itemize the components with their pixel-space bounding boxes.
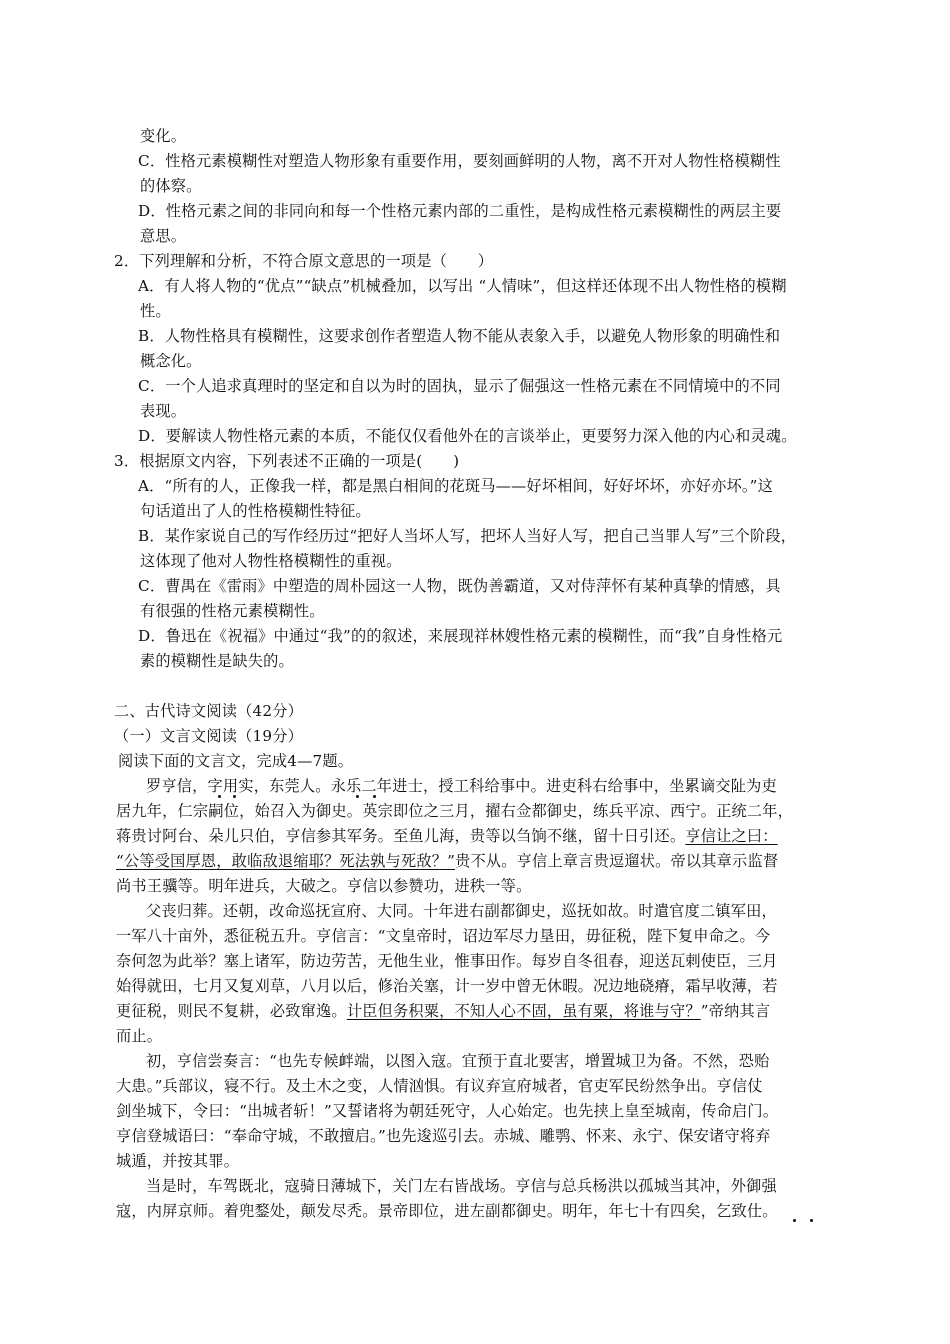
q3-option-b-cont: 这体现了他对人物性格模糊性的重视。	[140, 552, 402, 570]
passage-p3-line2: 大患。”兵部议，寝不行。及土木之变，人情汹惧。有议弃宣府城者，官吏军民纷然争出。亨信仗	[116, 1077, 763, 1095]
passage-p3-line1: 初，亨信尝奏言：“也先专候衅端，以图入寇。宜预于直北要害，增置城卫为备。不然，恐贻	[146, 1052, 770, 1070]
passage-p1-line2: 居九年，仁宗嗣位，始召入为御史。英宗即位之三月，擢右佥都御史，练兵平凉、西宁。正统二年，	[116, 802, 794, 820]
q2-option-c-cont: 表现。	[140, 402, 187, 420]
emphasis-dot	[218, 795, 221, 798]
q3-option-c-cont: 有很强的性格元素模糊性。	[140, 602, 325, 620]
passage-p1-line4	[116, 851, 778, 871]
passage-p2-line1: 父丧归葬。还朝，改命巡抚宣府、大同。十年进右副都御史，巡抚如故。时遣官度二镇军田，	[146, 902, 777, 920]
q2-option-a: A．有人将人物的“优点”“缺点”机械叠加，以写出 “人情味”，但这样还体现不出人物性格的模糊	[138, 277, 787, 295]
emphasis-dot	[810, 1219, 813, 1222]
q2-option-c: C．一个人追求真理时的坚定和自以为时的固执，显示了倔强这一性格元素在不同情境中的不同	[138, 377, 781, 395]
q3-option-d-cont: 素的模糊性是缺失的。	[140, 652, 294, 670]
q3-option-a: A．“所有的人，正像我一样，都是黑白相间的花斑马——好坏相间，好好坏坏，亦好亦坏。”这	[138, 477, 773, 495]
emphasis-dot	[373, 795, 376, 798]
q3-option-b: B．某作家说自己的写作经历过“把好人当坏人写，把坏人当好人写，把自己当罪人写”三个阶段，	[138, 527, 797, 545]
passage-p1-line3	[116, 826, 778, 846]
emphasis-dot	[356, 795, 359, 798]
q3-option-a-cont: 句话道出了人的性格模糊性特征。	[140, 502, 371, 520]
passage-p2-line3: 奈何忽为此举？塞上诸军，防边劳苦，无他生业，惟事田作。每岁自冬徂春，迎送瓦剌使臣，三月	[116, 952, 778, 970]
q1-tail-line: 变化。	[140, 127, 187, 145]
q2-option-d: D．要解读人物性格元素的本质，不能仅仅看他外在的言谈举止，更要努力深入他的内心和灵魂。	[138, 427, 797, 445]
q1-option-d: D．性格元素之间的非同向和每一个性格元素内部的二重性，是构成性格元素模糊性的两层主要	[138, 202, 782, 220]
q3-option-c: C．曹禺在《雷雨》中塑造的周朴园这一人物，既伪善霸道，又对侍萍怀有某种真挚的情感，具	[138, 577, 781, 595]
passage-p2-line5	[116, 1001, 770, 1021]
q2-option-a-cont: 性。	[140, 302, 171, 320]
passage-p3-line3: 剑坐城下，令曰：“出城者斩！”又誓诸将为朝廷死守，人心始定。也先挟上皇至城南，传命启门。	[116, 1102, 779, 1120]
passage-p3-line4: 亨信登城语曰：“奉命守城，不敢擅启。”也先逡巡引去。赤城、雕鹗、怀来、永宁、保安诸守将弃	[116, 1127, 771, 1145]
passage-p2-line4: 始得就田，七月又复刈草，八月以后，修治关塞，计一岁中曾无休暇。况边地硗瘠，霜早收薄，若	[116, 977, 778, 995]
q2-stem: 2．下列理解和分析，不符合原文意思的一项是（ ）	[114, 252, 494, 270]
passage-p4-line1: 当是时，车驾既北，寇骑日薄城下，关门左右皆战场。亨信与总兵杨洪以孤城当其冲，外御强	[146, 1177, 777, 1195]
passage-text: 更征税，则民不复耕，必致窜逸。	[116, 1002, 347, 1020]
passage-p2-line2: 一军八十亩外，悉征税五升。亨信言：“文皇帝时，诏边军尽力垦田，毋征税，陛下复申命之。今	[116, 927, 771, 945]
underlined-sentence: “公等受国厚恩，敢临敌退缩耶？死法孰与死敌？”	[116, 852, 456, 870]
reading-instruction: 阅读下面的文言文，完成4—7题。	[118, 752, 354, 770]
q3-stem: 3．根据原文内容，下列表述不正确的一项是( )	[114, 452, 460, 470]
passage-text: ”帝纳其言	[700, 1002, 771, 1020]
emphasis-dot	[793, 1219, 796, 1222]
section-title: 二、古代诗文阅读（42分）	[114, 702, 303, 720]
q1-option-d-cont: 意思。	[140, 227, 187, 245]
q2-option-b: B．人物性格具有模糊性，这要求创作者塑造人物不能从表象入手，以避免人物形象的明确性和	[138, 327, 781, 345]
passage-p1-line5: 尚书王骥等。明年进兵，大破之。亨信以参赞功，进秩一等。	[116, 877, 532, 895]
q3-option-d: D．鲁迅在《祝福》中通过“我”的的叙述，来展现祥林嫂性格元素的模糊性，而“我”自身性格元	[138, 627, 783, 645]
passage-p1-line1: 罗亨信，字用实，东莞人。永乐二年进士，授工科给事中。进吏科右给事中，坐累谪交阯为吏	[146, 777, 777, 795]
passage-p3-line5: 城遁，并按其罪。	[116, 1152, 240, 1170]
underlined-sentence: 计臣但务积粟，不知人心不固，虽有粟，将谁与守？	[346, 1002, 701, 1020]
passage-text: 蒋贵讨阿台、朵儿只伯，亨信参其军务。至鱼儿海，贵等以刍饷不继，留十日引还。	[116, 827, 686, 845]
underlined-sentence: 亨信让之曰：	[685, 827, 778, 845]
passage-text: 贵不从。亨信上章言贵逗遛状。帝以其章示监督	[455, 852, 779, 870]
passage-p4-line2: 寇，内屏京师。着兜鍪处，颠发尽秃。景帝即位，进左副都御史。明年，年七十有四矣，乞致仕。	[116, 1202, 778, 1220]
emphasis-dot	[233, 795, 236, 798]
q1-option-c: C．性格元素模糊性对塑造人物形象有重要作用，要刻画鲜明的人物，离不开对人物性格模糊性	[138, 152, 781, 170]
q1-option-c-cont: 的体察。	[140, 177, 202, 195]
passage-p2-line6: 而止。	[116, 1027, 163, 1045]
subsection-title: （一）文言文阅读（19分）	[114, 727, 303, 745]
q2-option-b-cont: 概念化。	[140, 352, 202, 370]
